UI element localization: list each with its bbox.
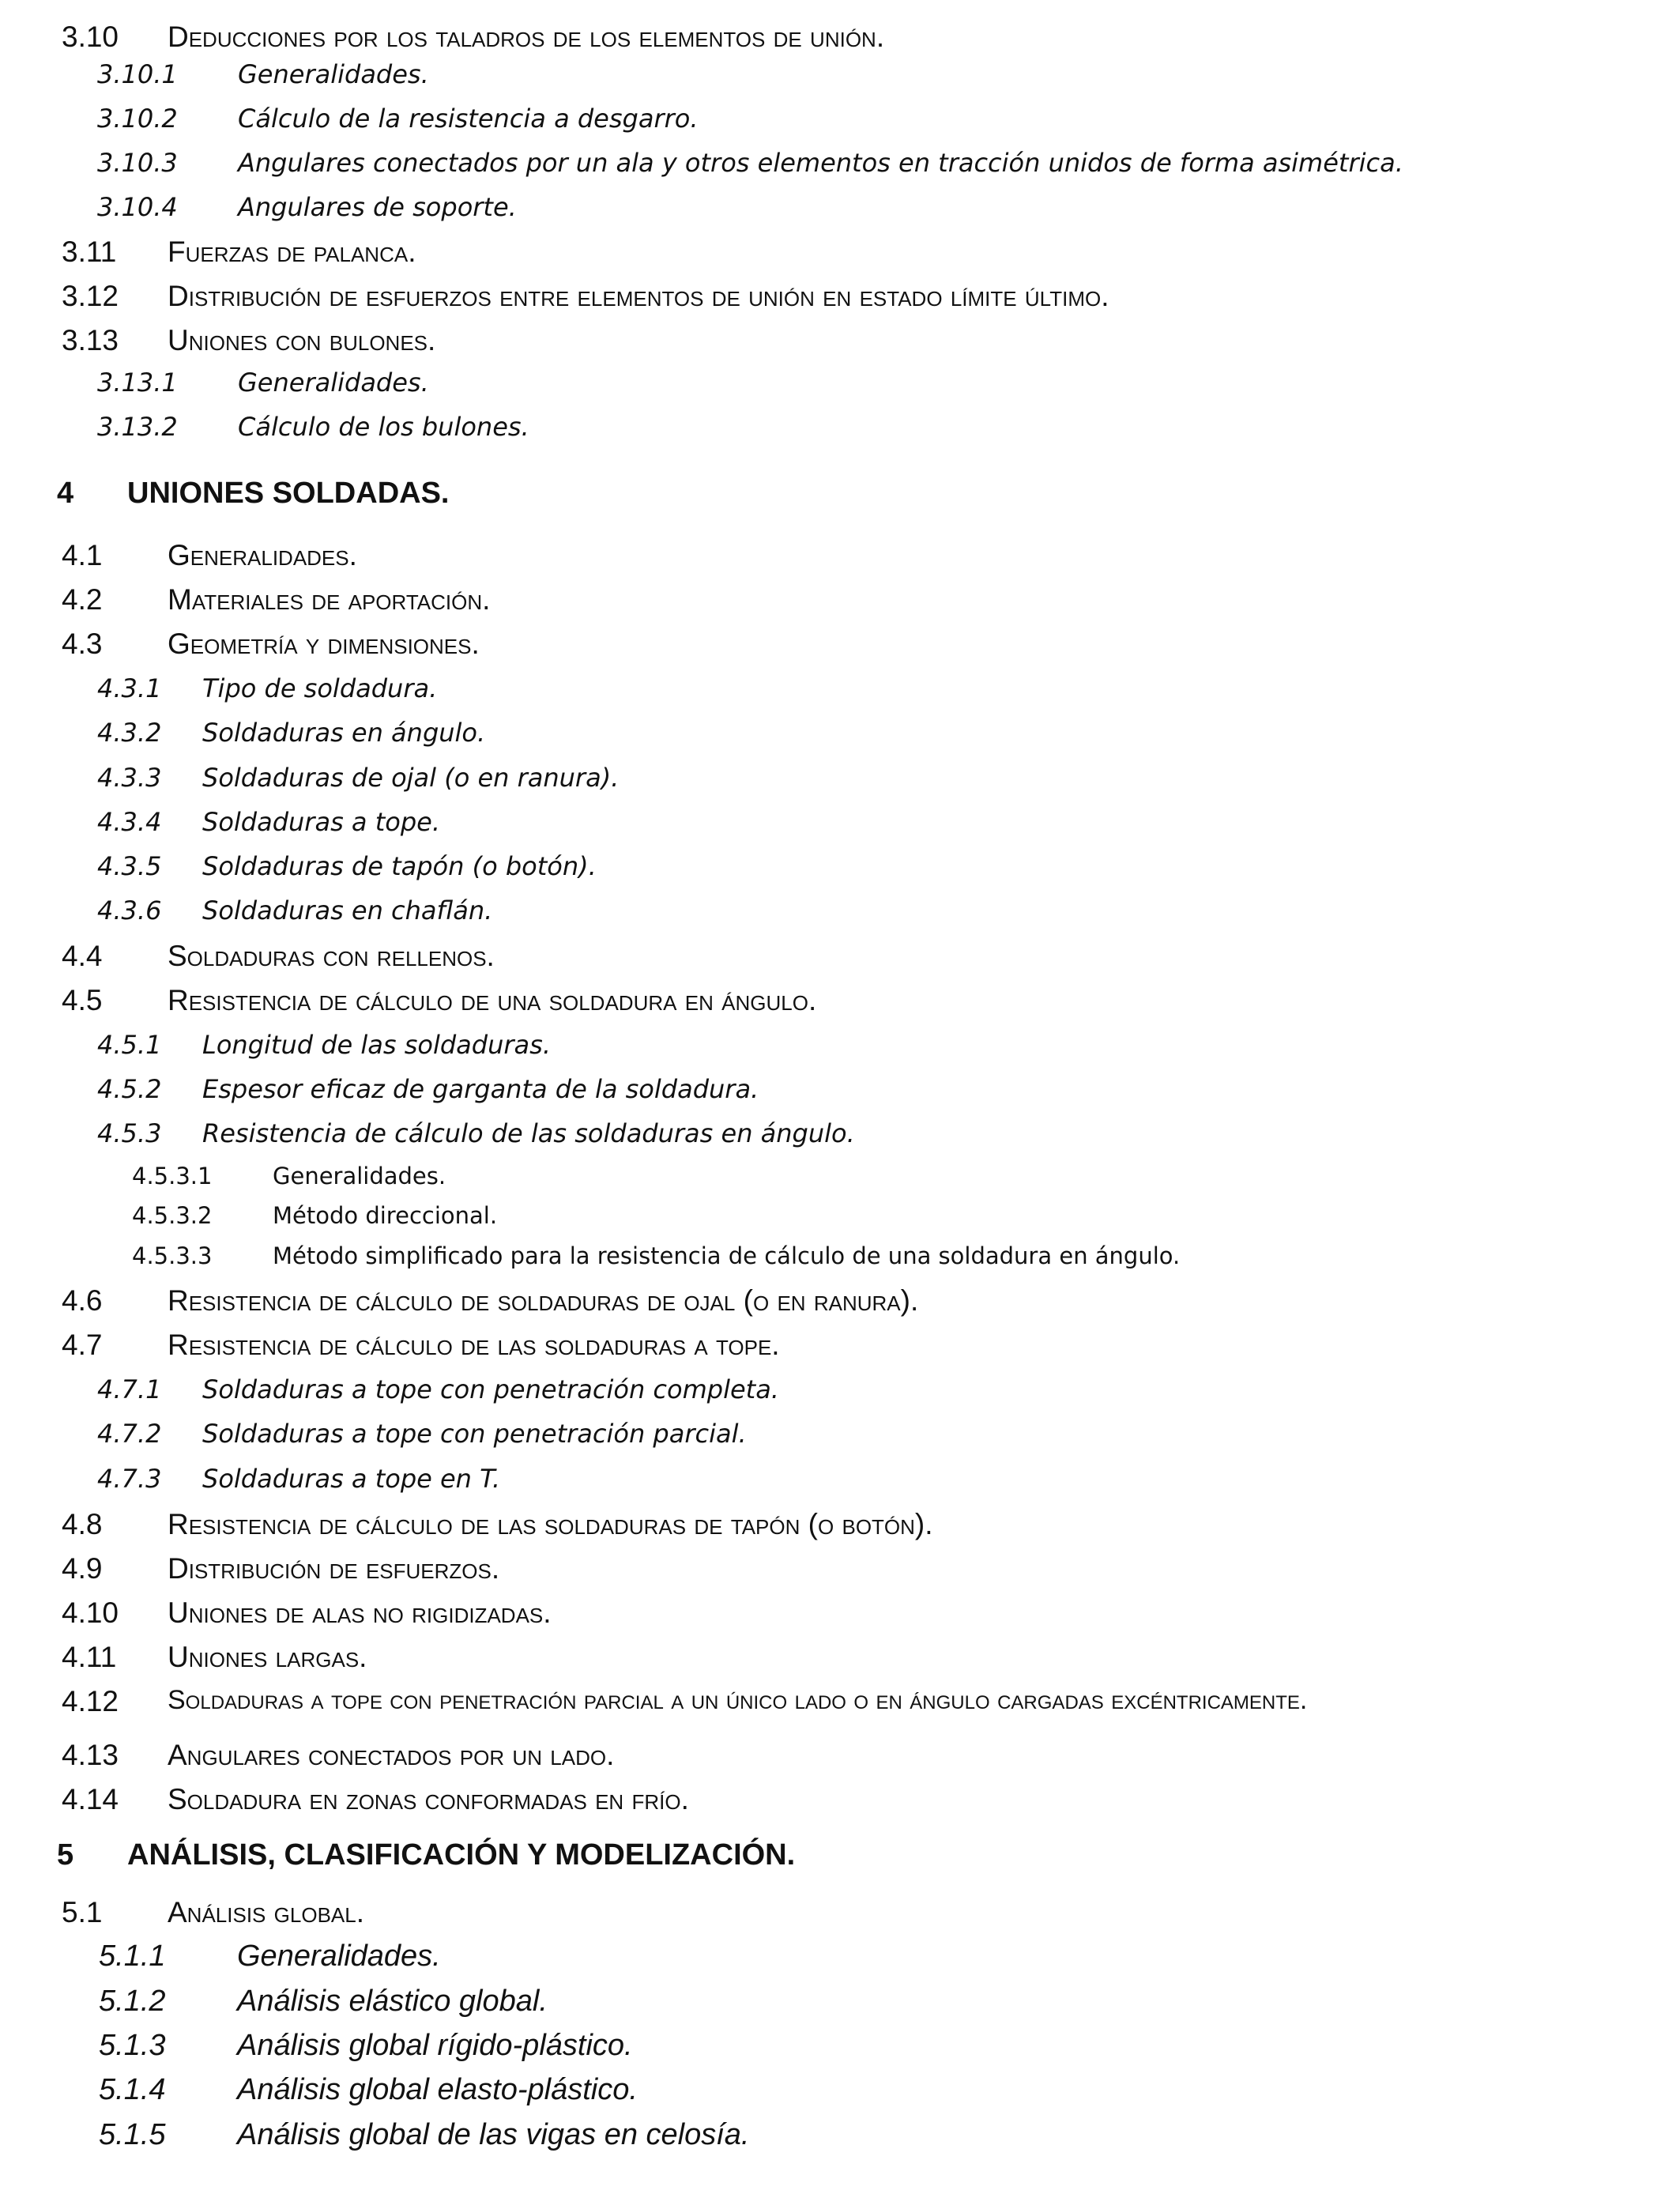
toc-title: Espesor eficaz de garganta de la soldadura.	[202, 1074, 759, 1104]
toc-title: Soldaduras a tope con penetración parcial.	[202, 1419, 747, 1449]
toc-number: 4.5.3.1	[132, 1163, 213, 1189]
toc-number: 4.3.4	[97, 807, 162, 837]
toc-title: Geometría y dimensiones.	[168, 628, 480, 660]
toc-title: Materiales de aportación.	[168, 583, 491, 616]
toc-title: Generalidades.	[168, 539, 357, 571]
toc-title: Cálculo de los bulones.	[238, 412, 529, 442]
toc-number: 4.3	[62, 628, 103, 660]
toc-title: Angulares conectados por un lado.	[168, 1739, 615, 1771]
toc-number: 4.7.1	[97, 1374, 162, 1404]
toc-title: Uniones de alas no rigidizadas.	[168, 1596, 552, 1629]
toc-number: 4.5	[62, 984, 103, 1016]
toc-title: Generalidades.	[273, 1163, 446, 1189]
toc-number: 4.3.6	[97, 895, 162, 925]
toc-title: Generalidades.	[238, 368, 429, 398]
toc-title: Resistencia de cálculo de las soldaduras de tapón (o botón).	[168, 1508, 933, 1540]
toc-number: 3.10.3	[97, 148, 178, 178]
toc-title: Soldaduras de tapón (o botón).	[202, 851, 597, 881]
toc-title: Distribución de esfuerzos entre elementos de unión en estado límite último.	[168, 280, 1109, 312]
toc-number: 3.12	[62, 280, 119, 312]
toc-number: 3.10	[62, 21, 119, 53]
toc-title: Soldaduras a tope en T.	[202, 1464, 501, 1494]
toc-number: 4.3.2	[97, 718, 162, 748]
toc-number: 3.10.2	[97, 104, 178, 134]
toc-number: 5.1.1	[99, 1940, 166, 1973]
toc-number: 4	[57, 477, 74, 510]
toc-number: 5.1.4	[99, 2073, 166, 2106]
toc-number: 4.3.1	[97, 673, 162, 703]
toc-title: Uniones largas.	[168, 1641, 367, 1673]
toc-number: 4.5.2	[97, 1074, 162, 1104]
toc-number: 4.5.3	[97, 1118, 162, 1148]
toc-title: Distribución de esfuerzos.	[168, 1552, 500, 1585]
toc-number: 4.11	[62, 1641, 117, 1673]
toc-number: 4.7.3	[97, 1464, 162, 1494]
toc-title: Soldaduras a tope con penetración parcial a un único lado o en ángulo cargadas excéntricamente.	[168, 1685, 1308, 1715]
toc-number: 5.1.3	[99, 2029, 166, 2062]
toc-title: Resistencia de cálculo de las soldaduras a tope.	[168, 1329, 780, 1361]
toc-title: Método simplificado para la resistencia de cálculo de una soldadura en ángulo.	[273, 1242, 1181, 1269]
toc-title: Análisis global rígido-plástico.	[237, 2029, 633, 2062]
toc-title: Fuerzas de palanca.	[168, 236, 416, 268]
toc-title: Soldadura en zonas conformadas en frío.	[168, 1783, 689, 1815]
toc-title: Soldaduras de ojal (o en ranura).	[202, 763, 620, 793]
toc-title: Cálculo de la resistencia a desgarro.	[238, 104, 699, 134]
toc-title: Generalidades.	[237, 1940, 441, 1973]
toc-title: Método direccional.	[273, 1202, 498, 1229]
toc-title: ANÁLISIS, CLASIFICACIÓN Y MODELIZACIÓN.	[127, 1838, 796, 1872]
toc-title: Análisis global de las vigas en celosía.	[237, 2118, 750, 2151]
toc-number: 4.5.3.3	[132, 1242, 213, 1269]
toc-number: 3.10.4	[97, 192, 178, 222]
toc-number: 4.14	[62, 1783, 119, 1815]
toc-title: Deducciones por los taladros de los elementos de unión.	[168, 21, 885, 53]
toc-number: 4.4	[62, 940, 103, 972]
toc-number: 4.7	[62, 1329, 103, 1361]
toc-number: 5.1.5	[99, 2118, 166, 2151]
toc-number: 4.10	[62, 1596, 119, 1629]
toc-number: 5.1	[62, 1896, 103, 1928]
toc-title: Longitud de las soldaduras.	[202, 1030, 551, 1060]
toc-title: Análisis global.	[168, 1896, 364, 1928]
toc-number: 4.2	[62, 583, 103, 616]
toc-number: 3.10.1	[97, 59, 178, 89]
toc-number: 3.13.1	[97, 368, 178, 398]
toc-number: 4.8	[62, 1508, 103, 1540]
toc-number: 4.1	[62, 539, 103, 571]
toc-title: UNIONES SOLDADAS.	[127, 477, 450, 510]
toc-title: Soldaduras a tope con penetración completa.	[202, 1374, 779, 1404]
toc-number: 4.7.2	[97, 1419, 162, 1449]
toc-title: Soldaduras a tope.	[202, 807, 440, 837]
toc-number: 5	[57, 1838, 74, 1872]
toc-number: 3.11	[62, 236, 117, 268]
toc-number: 4.5.1	[97, 1030, 162, 1060]
toc-title: Resistencia de cálculo de una soldadura en ángulo.	[168, 984, 817, 1016]
toc-title: Tipo de soldadura.	[202, 673, 438, 703]
toc-number: 4.5.3.2	[132, 1202, 213, 1229]
toc-title: Análisis elástico global.	[237, 1985, 548, 2018]
toc-title: Soldaduras en chaflán.	[202, 895, 493, 925]
toc-title: Uniones con bulones.	[168, 324, 436, 356]
toc-number: 4.3.5	[97, 851, 162, 881]
toc-number: 4.9	[62, 1552, 103, 1585]
toc-number: 5.1.2	[99, 1985, 166, 2018]
toc-number: 3.13.2	[97, 412, 178, 442]
toc-title: Generalidades.	[238, 59, 429, 89]
toc-title: Resistencia de cálculo de las soldaduras en ángulo.	[202, 1118, 855, 1148]
toc-title: Resistencia de cálculo de soldaduras de ojal (o en ranura).	[168, 1284, 919, 1317]
toc-title: Soldaduras en ángulo.	[202, 718, 486, 748]
toc-title: Análisis global elasto-plástico.	[237, 2073, 638, 2106]
toc-number: 4.6	[62, 1284, 103, 1317]
toc-title: Soldaduras con rellenos.	[168, 940, 495, 972]
toc-number: 4.12	[62, 1685, 119, 1717]
toc-number: 3.13	[62, 324, 119, 356]
toc-title: Angulares conectados por un ala y otros elementos en tracción unidos de forma asimétrica.	[238, 148, 1403, 178]
toc-number: 4.13	[62, 1739, 119, 1771]
toc-number: 4.3.3	[97, 763, 162, 793]
toc-title: Angulares de soporte.	[238, 192, 517, 222]
